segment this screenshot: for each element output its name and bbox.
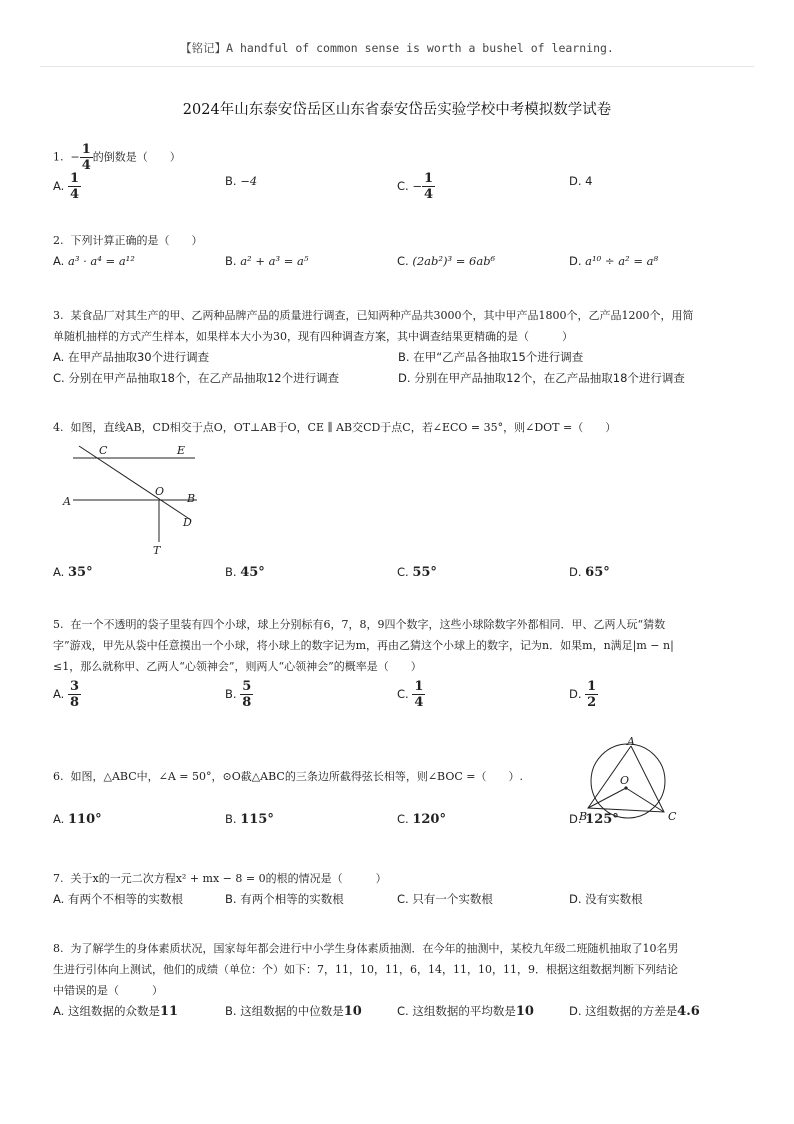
question-number: 4. bbox=[53, 421, 64, 434]
option-c: C. 这组数据的平均数是10 bbox=[397, 1004, 534, 1019]
motto-header: 【铭记】A handful of common sense is worth a bushel of learning. bbox=[180, 41, 614, 55]
option-c: C. − $\frac{1}{4}$ bbox=[397, 171, 434, 202]
question-stem: 1. − $\frac{1}{4}$ 的倒数是（ ） bbox=[53, 142, 181, 173]
option-a: A. $\frac{3}{8}$ bbox=[53, 679, 80, 710]
header-divider bbox=[40, 66, 754, 67]
question-number: 7. bbox=[53, 872, 64, 885]
triangle-circle-figure bbox=[578, 736, 688, 826]
question-stem: 2. 下列计算正确的是（ ） bbox=[53, 234, 203, 247]
question-stem: 4. 如图，直线AB，CD相交于点O，OT⊥AB于O，CE ∥ AB交CD于点C，若∠ECO = 35°，则∠DOT =（ ） bbox=[53, 421, 617, 434]
question-2 bbox=[53, 230, 743, 272]
option-d: D. $\frac{1}{2}$ bbox=[569, 679, 597, 710]
question-stem: 3. 某食品厂对其生产的甲、乙两种品牌产品的质量进行调查，已知两种产品共3000个，其中甲产品1800个，乙产品1200个，用简 单随机抽样的方式产生样本，如果样本大小为30，现有四种调查方案，其中调查结果更精确的是（ ） bbox=[53, 309, 694, 343]
label-a: A bbox=[627, 736, 635, 748]
option-c: C. (2ab²)³ = 6ab⁶ bbox=[397, 254, 496, 268]
option-a: A. 这组数据的众数是11 bbox=[53, 1004, 179, 1019]
option-a: A. 有两个不相等的实数根 bbox=[53, 892, 183, 906]
option-b: B. 45° bbox=[225, 565, 265, 580]
label-c: C bbox=[668, 810, 677, 823]
option-b: B. 这组数据的中位数是10 bbox=[225, 1004, 362, 1019]
option-d: D. 65° bbox=[569, 565, 610, 580]
option-d: D. a¹⁰ ÷ a² = a⁸ bbox=[569, 254, 659, 268]
question-1 bbox=[53, 142, 743, 202]
question-number: 2. bbox=[53, 234, 64, 247]
option-b: B. −4 bbox=[225, 174, 258, 188]
option-c: C. 55° bbox=[397, 565, 437, 580]
question-number: 1. bbox=[53, 150, 64, 164]
label-d: D bbox=[183, 516, 192, 529]
question-stem: 8. 为了解学生的身体素质状况，国家每年都会进行中小学生身体素质抽测．在今年的抽测中，某校九年级二班随机抽取了10名男 生进行引体向上测试，他们的成绩（单位：个）如下：7，11，10，11，6，14，11，10，11，9．根据这组数据判断下列结论 中错误的是（ ） bbox=[53, 942, 679, 997]
label-o: O bbox=[620, 774, 630, 787]
question-8 bbox=[53, 938, 743, 1022]
lines-figure bbox=[57, 440, 217, 558]
label-b: B bbox=[579, 810, 588, 823]
line-cd bbox=[79, 446, 191, 520]
question-3 bbox=[53, 305, 743, 389]
exam-title: 2024年山东泰安岱岳区山东省泰安岱岳实验学校中考模拟数学试卷 bbox=[182, 102, 612, 118]
question-number: 5. bbox=[53, 618, 64, 631]
option-d: D. 125° bbox=[569, 812, 619, 827]
option-d: D. 分别在甲产品抽取12个，在乙产品抽取18个进行调查 bbox=[398, 371, 685, 385]
option-d: D. 没有实数根 bbox=[569, 892, 643, 906]
option-b: B. a² + a³ = a⁵ bbox=[225, 254, 309, 268]
option-a: A. 110° bbox=[53, 812, 102, 827]
label-c: C bbox=[99, 444, 108, 457]
segment-ob bbox=[588, 788, 626, 808]
question-stem: 5. 在一个不透明的袋子里装有四个小球，球上分别标有6，7，8，9四个数字，这些小球除数字外都相同．甲、乙两人玩“猜数 字”游戏，甲先从袋中任意摸出一个小球，将小球上的数字记为m，再由乙猜这个小球上的数字，记为n．如果m，n满足|m − n| ≤1，那么就称甲、乙两人“心领神会”，则两人“心领神会”的概率是（ ） bbox=[53, 618, 674, 673]
question-number: 8. bbox=[53, 942, 64, 955]
question-number: 3. bbox=[53, 309, 64, 322]
option-d: D. 这组数据的方差是4.6 bbox=[569, 1004, 700, 1019]
question-stem: 6. 如图，△ABC中，∠A = 50°，⊙O截△ABC的三条边所截得弦长相等，则∠BOC =（ ）. bbox=[53, 770, 523, 783]
option-b: B. 在甲“乙产品各抽取15个进行调查 bbox=[398, 350, 584, 364]
label-a: A bbox=[63, 495, 71, 508]
option-a: A. 在甲产品抽取30个进行调查 bbox=[53, 350, 210, 364]
option-b: B. 有两个相等的实数根 bbox=[225, 892, 344, 906]
label-e: E bbox=[177, 444, 186, 457]
question-7 bbox=[53, 868, 743, 910]
option-c: C. 分别在甲产品抽取18个，在乙产品抽取12个进行调查 bbox=[53, 371, 340, 385]
fraction: $\frac{1}{4}$ bbox=[81, 142, 91, 173]
option-a: A. 35° bbox=[53, 565, 93, 580]
label-t: T bbox=[153, 544, 161, 557]
option-b: B. 115° bbox=[225, 812, 274, 827]
question-stem: 7. 关于x的一元二次方程x² + mx − 8 = 0的根的情况是（ ） bbox=[53, 872, 387, 885]
option-a: A. a³ · a⁴ = a¹² bbox=[53, 254, 135, 268]
option-a: A. $\frac{1}{4}$ bbox=[53, 171, 80, 202]
option-b: B. $\frac{5}{8}$ bbox=[225, 679, 252, 710]
question-4 bbox=[53, 417, 743, 583]
option-c: C. 120° bbox=[397, 812, 446, 827]
option-d: D. 4 bbox=[569, 174, 593, 188]
label-o: O bbox=[155, 485, 165, 498]
option-c: C. $\frac{1}{4}$ bbox=[397, 679, 424, 710]
label-b: B bbox=[187, 492, 196, 505]
option-c: C. 只有一个实数根 bbox=[397, 892, 493, 906]
question-number: 6. bbox=[53, 770, 64, 783]
question-5 bbox=[53, 614, 743, 710]
